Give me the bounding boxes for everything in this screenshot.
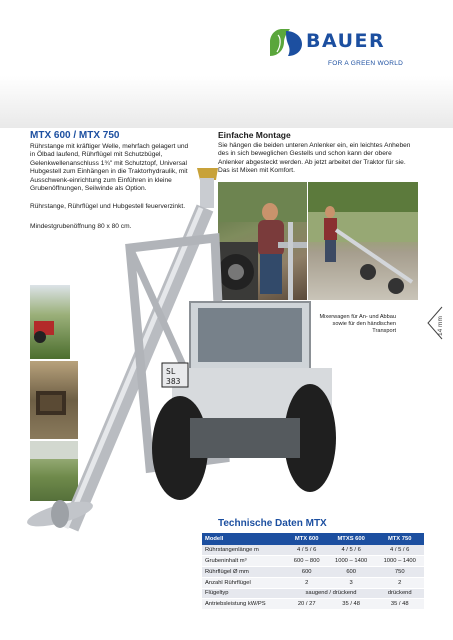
tractor-with-mixer-illustration: [0, 168, 453, 548]
table-cell: 600 – 800: [287, 555, 327, 566]
bauer-leaf-drop-icon: [268, 26, 304, 58]
table-row: [202, 555, 424, 566]
table-cell: drückend: [375, 588, 424, 599]
product-galvanized-note: Rührstange, Rührflügel und Hubgestell feuerverzinkt.: [30, 203, 186, 210]
table-cell: 3: [327, 577, 376, 588]
table-header-cell: MTX 750: [375, 533, 424, 545]
table-row: [202, 577, 424, 588]
photo-caption: Mixerwagen für An- und Abbau sowie für den händischen Transport: [319, 314, 396, 334]
table-cell: 750: [375, 566, 424, 577]
product-title: MTX 600 / MTX 750: [30, 130, 120, 141]
table-cell: 2: [375, 577, 424, 588]
table-cell: Rührstangenlänge m: [202, 545, 287, 555]
table-cell: 2: [287, 577, 327, 588]
svg-text:383: 383: [166, 377, 181, 386]
table-cell: 600: [327, 566, 376, 577]
table-header-row: [202, 533, 424, 545]
table-header-cell: MTXS 600: [327, 533, 376, 545]
product-description: Rührstange mit kräftiger Welle, mehrfach gelagert und in Ölbad laufend, Rührflügel mit Schutzbügel, Gelenkwellenanschluss 1¾" mit Schutztopf, Universal Hubgestell zum Einhängen in die Traktorhydraulik, mit Ausschwenk-einrichtung zum Einführen in kleine Grubenöffnungen, Seilwinde als Option.: [30, 143, 189, 193]
product-min-opening: Mindestgrubenöffnung 80 x 80 cm.: [30, 223, 132, 230]
table-cell: 600: [287, 566, 327, 577]
table-cell: Rührflügel Ø mm: [202, 566, 287, 577]
tech-data-title: Technische Daten MTX: [218, 518, 327, 529]
montage-text: Sie hängen die beiden unteren Anlenker ein, ein leichtes Anheben des in sich beweglichen Gestells und schon kann der obere Anlenker abgesteckt werden. Ab jetzt arbeitet der Traktor für sie. Das ist Mixen mit Komfort.: [218, 142, 411, 175]
table-cell: 4 / 5 / 6: [287, 545, 327, 555]
brand-logo: [268, 26, 438, 78]
table-row: [202, 599, 424, 610]
table-header-cell: MTX 600: [287, 533, 327, 545]
brand-name: BAUER: [306, 30, 386, 52]
table-cell: Flügeltyp: [202, 588, 287, 599]
table-cell: 35 / 48: [375, 599, 424, 610]
table-cell: 20 / 27: [287, 599, 327, 610]
montage-title: Einfache Montage: [218, 130, 291, 140]
table-cell: Antriebsleistung kW/PS: [202, 599, 287, 610]
table-header-cell: Modell: [202, 533, 287, 545]
tech-data-table: [202, 533, 424, 610]
svg-text:SL: SL: [166, 367, 176, 376]
table-cell: Grubeninhalt m³: [202, 555, 287, 566]
table-cell: 1000 – 1400: [327, 555, 376, 566]
header-gradient-band: [0, 76, 453, 128]
table-cell: saugend / drückend: [287, 588, 376, 599]
table-cell: Anzahl Rührflügel: [202, 577, 287, 588]
table-cell: 35 / 48: [327, 599, 376, 610]
table-cell: 4 / 5 / 6: [375, 545, 424, 555]
brand-tagline: FOR A GREEN WORLD: [328, 60, 404, 67]
table-row: [202, 588, 424, 599]
table-row: [202, 545, 424, 555]
table-cell: 4 / 5 / 6: [327, 545, 376, 555]
table-cell: 1000 – 1400: [375, 555, 424, 566]
page-marker: 14 mm: [437, 316, 444, 336]
table-row: [202, 566, 424, 577]
